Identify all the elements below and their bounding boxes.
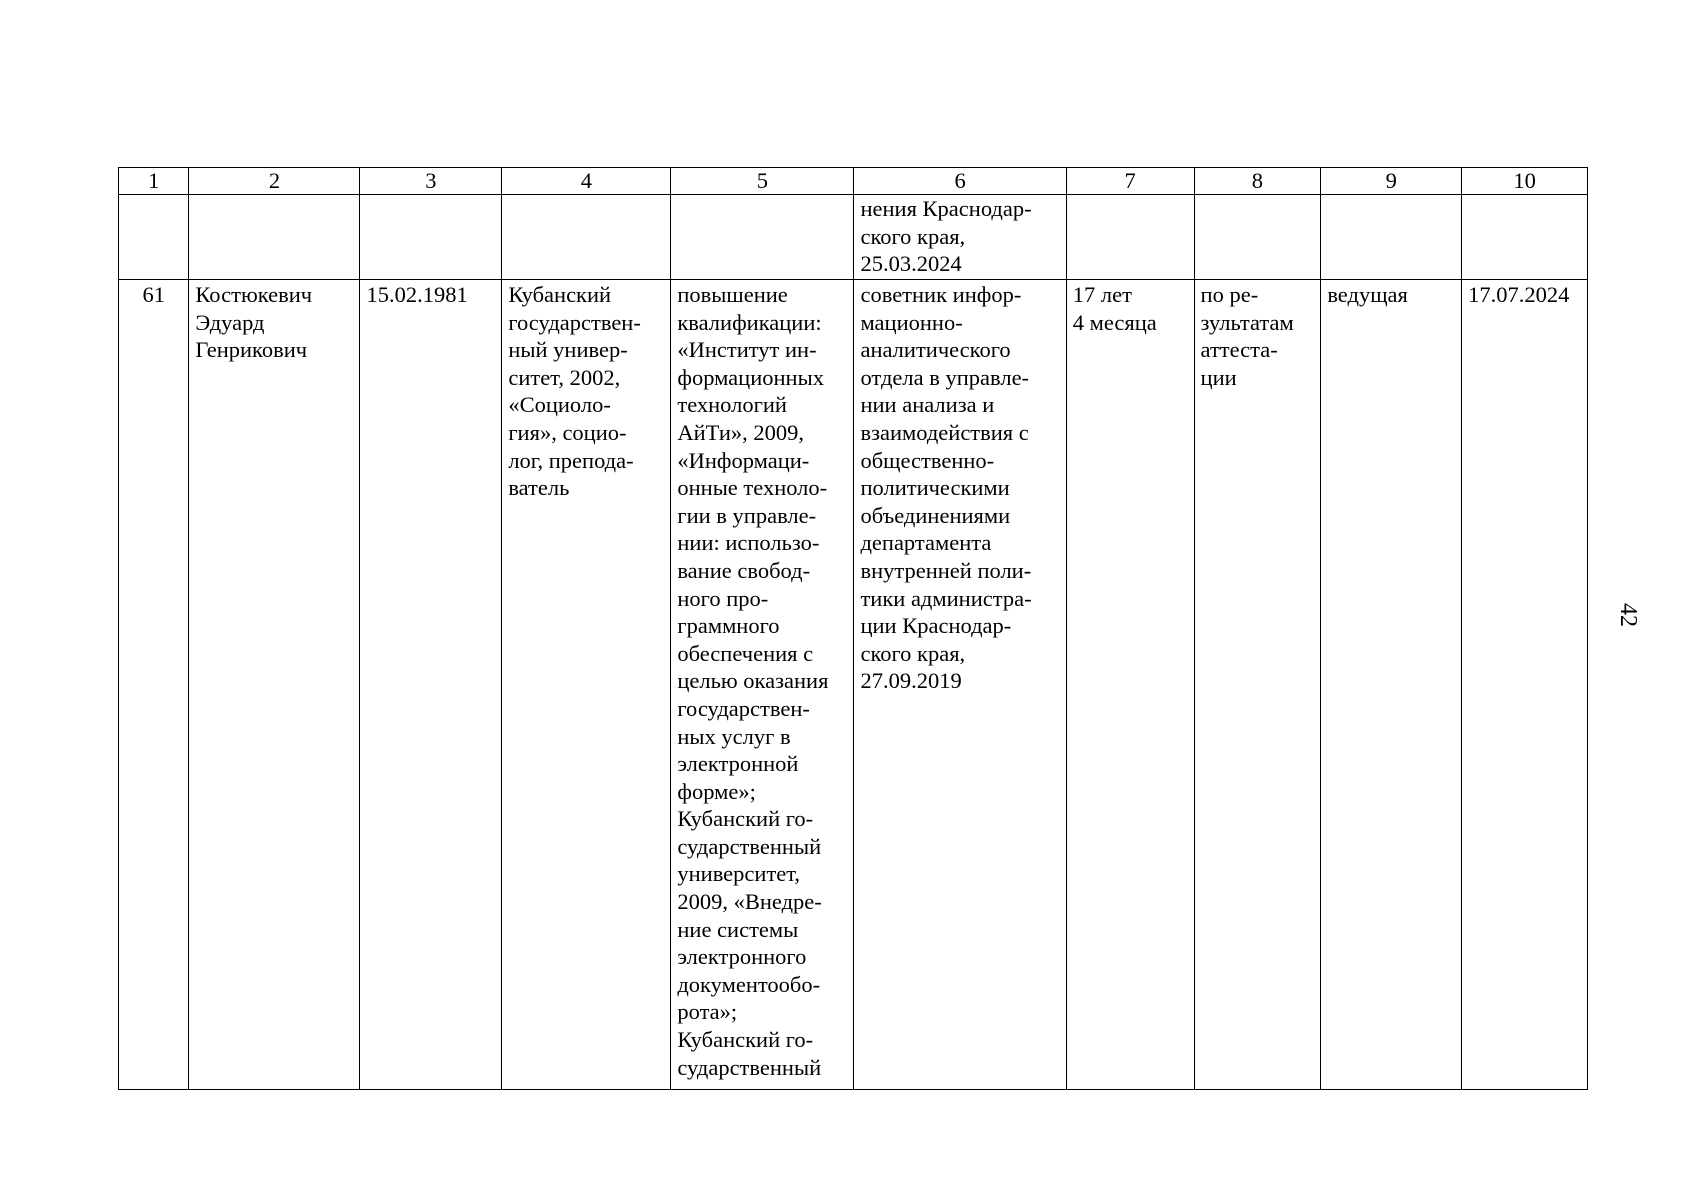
record-date: 17.07.2024: [1462, 280, 1588, 1090]
page-number: 42: [1615, 603, 1641, 627]
column-number-row: [119, 168, 1588, 195]
column-number-8: 8: [1194, 168, 1321, 195]
personnel-table: [118, 167, 1588, 1090]
column-number-3: 3: [360, 168, 502, 195]
record-name: Костюкевич Эдуард Генрикович: [189, 280, 360, 1090]
column-number-9: 9: [1321, 168, 1462, 195]
column-number-4: 4: [502, 168, 671, 195]
record-group: ведущая: [1321, 280, 1462, 1090]
column-number-6: 6: [854, 168, 1066, 195]
cont-cell-7: [1066, 195, 1194, 280]
record-education: Кубанский государствен- ный универ- ситет, 2002, «Социоло- гия», социо- лог, препода- ватель: [502, 280, 671, 1090]
table-row: [119, 280, 1588, 1090]
column-number-5: 5: [671, 168, 854, 195]
continuation-row: [119, 195, 1588, 280]
record-experience: 17 лет 4 месяца: [1066, 280, 1194, 1090]
record-basis: по ре- зультатам аттеста- ции: [1194, 280, 1321, 1090]
column-number-2: 2: [189, 168, 360, 195]
column-number-1: 1: [119, 168, 189, 195]
cont-cell-8: [1194, 195, 1321, 280]
record-birth-date: 15.02.1981: [360, 280, 502, 1090]
record-additional-education: повышение квалификации: «Институт ин- формационных технологий АйТи», 2009, «Информаци- онные техноло- гии в управле- нии: использо- вание свобод- ного про- граммного обеспечения с целью оказания государствен- ных услуг в электронной форме»; Кубанский го- сударственный университет, 2009, «Внедре- ние системы электронного документообо- рота»; Кубанский го- сударственный: [671, 280, 854, 1090]
cont-cell-3: [360, 195, 502, 280]
cont-cell-5: [671, 195, 854, 280]
column-number-10: 10: [1462, 168, 1588, 195]
record-position: советник инфор- мационно- аналитического отдела в управле- нии анализа и взаимодействия с общественно- политическими объединениями департамента внутренней поли- тики администра- ции Краснодар- ского края, 27.09.2019: [854, 280, 1066, 1090]
cont-cell-9: [1321, 195, 1462, 280]
record-number: 61: [119, 280, 189, 1090]
cont-cell-4: [502, 195, 671, 280]
column-number-7: 7: [1066, 168, 1194, 195]
cont-cell-2: [189, 195, 360, 280]
cont-cell-position: нения Краснодар- ского края, 25.03.2024: [854, 195, 1066, 280]
cont-cell-10: [1462, 195, 1588, 280]
cont-cell-1: [119, 195, 189, 280]
